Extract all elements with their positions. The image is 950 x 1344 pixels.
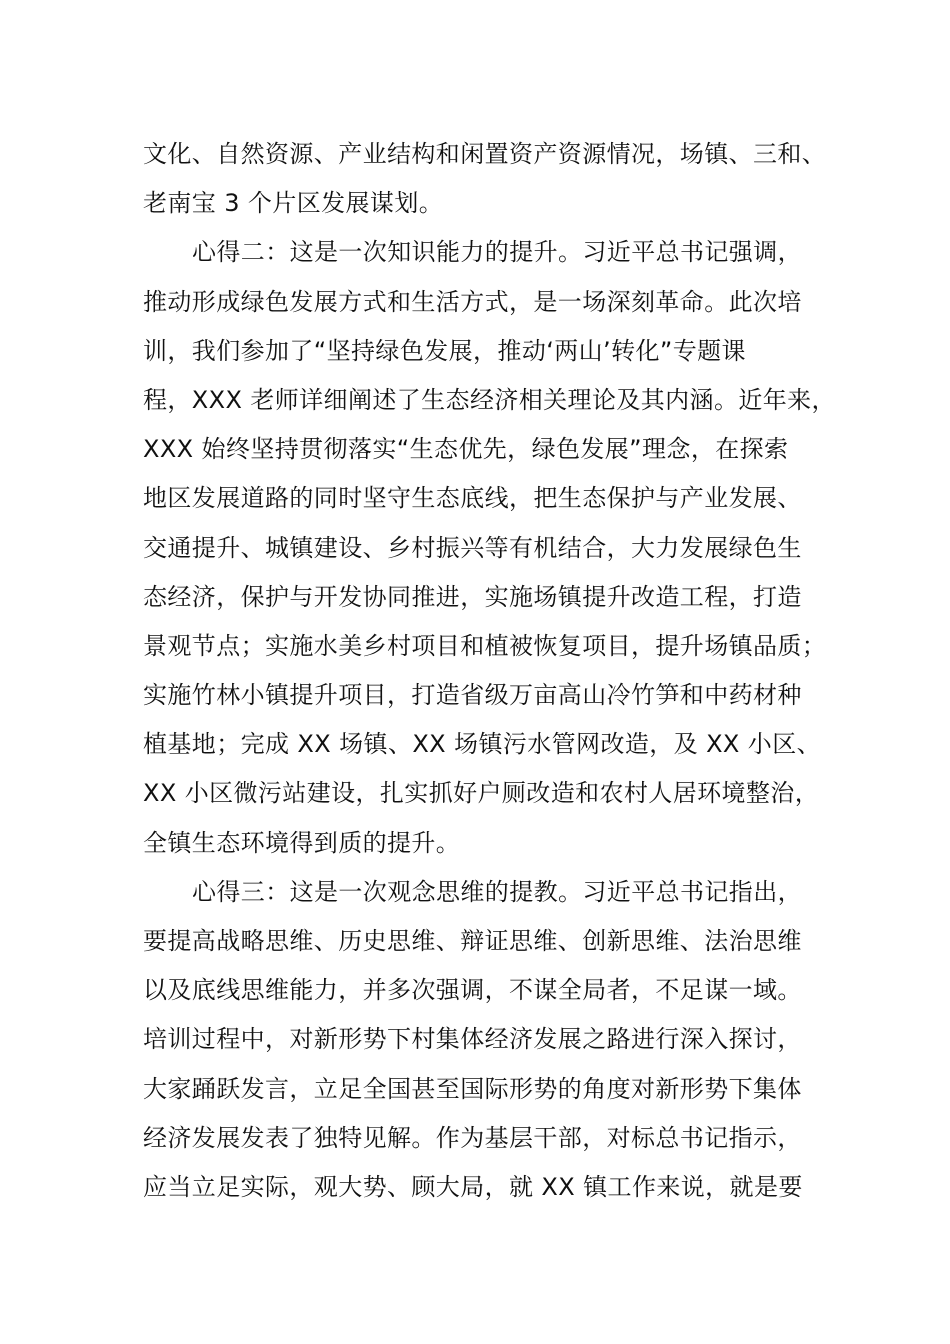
text-line: 经济发展发表了独特见解。作为基层干部，对标总书记指示，	[143, 1123, 802, 1152]
text-line: 应当立足实际，观大势、顾大局，就 XX 镇工作来说，就是要	[143, 1172, 803, 1201]
paragraph-start-line: 心得三：这是一次观念思维的提教。习近平总书记指出，	[192, 877, 802, 906]
text-line: 全镇生态环境得到质的提升。	[143, 828, 461, 857]
text-line: XX 小区微污站建设，扎实抓好户厕改造和农村人居环境整治，	[143, 779, 820, 808]
text-line: 交通提升、城镇建设、乡村振兴等有机结合，大力发展绿色生	[143, 533, 802, 562]
text-line: 老南宝 3 个片区发展谋划。	[143, 189, 444, 218]
text-line: 态经济，保护与开发协同推进，实施场镇提升改造工程，打造	[143, 582, 802, 611]
text-line: 大家踊跃发言，立足全国甚至国际形势的角度对新形势下集体	[143, 1074, 802, 1103]
text-line: 文化、自然资源、产业结构和闲置资产资源情况，场镇、三和、	[143, 140, 827, 168]
text-line: 地区发展道路的同时坚守生态底线，把生态保护与产业发展、	[143, 484, 802, 513]
text-line: 训，我们参加了“坚持绿色发展，推动‘两山’转化”专题课	[143, 336, 746, 365]
text-line: 要提高战略思维、历史思维、辩证思维、创新思维、法治思维	[143, 927, 802, 955]
text-line: XXX 始终坚持贯彻落实“生态优先，绿色发展”理念，在探索	[143, 435, 789, 464]
text-line: 景观节点；实施水美乡村项目和植被恢复项目，提升场镇品质；	[143, 631, 827, 660]
text-line: 推动形成绿色发展方式和生活方式，是一场深刻革命。此次培	[143, 287, 802, 316]
text-line: 程，XXX 老师详细阐述了生态经济相关理论及其内涵。近年来，	[143, 385, 836, 414]
text-line: 植基地；完成 XX 场镇、XX 场镇污水管网改造，及 XX 小区、	[143, 730, 821, 759]
text-line: 以及底线思维能力，并多次强调，不谋全局者，不足谋一域。	[143, 976, 802, 1005]
text-line: 培训过程中，对新形势下村集体经济发展之路进行深入探讨，	[143, 1025, 802, 1054]
paragraph-start-line: 心得二：这是一次知识能力的提升。习近平总书记强调，	[192, 238, 802, 267]
document-body	[143, 130, 836, 1212]
text-line: 实施竹林小镇提升项目，打造省级万亩高山冷竹笋和中药材种	[143, 681, 802, 710]
